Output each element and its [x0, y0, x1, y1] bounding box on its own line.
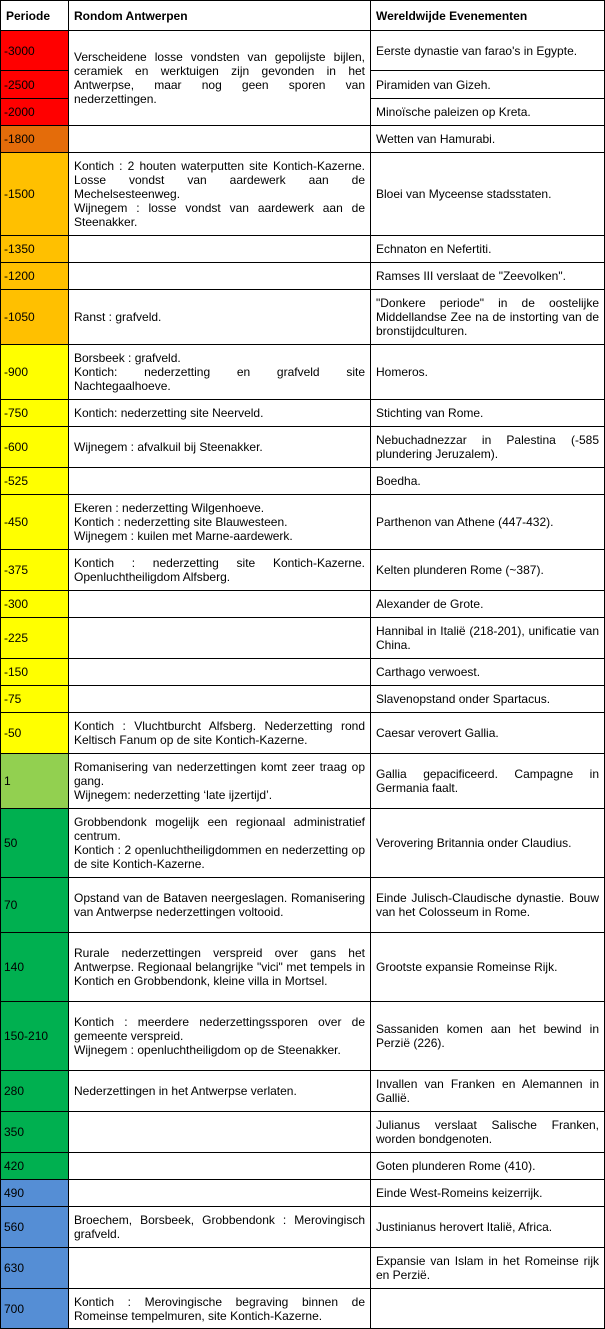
local-text: Kontich : Vluchtburcht Alfsberg. Nederzetting rond Keltisch Fanum op de site Kontich-Kazerne.	[74, 719, 365, 747]
table-row	[1, 754, 605, 809]
local-text: Rurale nederzettingen verspreid over gans het Antwerpse. Regionaal belangrijke "vici" met tempels in Kontich en Grobbendonk, kleine villa in Mortsel.	[74, 946, 365, 988]
period-cell: -750	[1, 400, 69, 427]
period-cell: -2500	[1, 71, 69, 99]
table-row	[1, 713, 605, 754]
table-row	[1, 659, 605, 686]
local-cell	[69, 236, 371, 263]
period-cell: -75	[1, 686, 69, 713]
world-text: Invallen van Franken en Alemannen in Gallië.	[376, 1077, 599, 1105]
world-cell	[371, 1248, 605, 1289]
world-cell	[371, 686, 605, 713]
world-text: Slavenopstand onder Spartacus.	[376, 692, 551, 706]
world-cell	[371, 495, 605, 550]
local-cell	[69, 153, 371, 236]
world-text: Goten plunderen Rome (410).	[376, 1159, 536, 1173]
table-row	[1, 427, 605, 468]
world-cell	[371, 153, 605, 236]
table-row	[1, 236, 605, 263]
period-cell: 70	[1, 878, 69, 933]
local-cell	[69, 754, 371, 809]
world-text: Parthenon van Athene (447-432).	[376, 515, 554, 529]
world-text: Piramiden van Gizeh.	[376, 77, 491, 92]
period-cell: -150	[1, 659, 69, 686]
local-cell	[69, 1180, 371, 1207]
local-cell	[69, 659, 371, 686]
table-row	[1, 153, 605, 236]
table-row	[1, 263, 605, 290]
world-cell	[371, 263, 605, 290]
local-text: Kontich: nederzetting en grafveld site Nachtegaalhoeve.	[74, 365, 365, 393]
period-cell: -1050	[1, 290, 69, 345]
world-cell	[371, 659, 605, 686]
world-cell	[371, 71, 605, 99]
local-cell	[69, 618, 371, 659]
local-cell	[69, 1153, 371, 1180]
period-cell: -1500	[1, 153, 69, 236]
world-text: Grootste expansie Romeinse Rijk.	[376, 960, 558, 974]
world-text: Hannibal in Italië (218-201), unificatie van China.	[376, 624, 599, 652]
world-cell	[371, 400, 605, 427]
period-cell: -1200	[1, 263, 69, 290]
local-cell	[69, 1071, 371, 1112]
local-cell	[69, 878, 371, 933]
table-row	[1, 1180, 605, 1207]
world-text: "Donkere periode" in de oostelijke Middellandse Zee na de instorting van de bronstijdculturen.	[376, 296, 599, 338]
local-cell	[69, 1207, 371, 1248]
world-text: Alexander de Grote.	[376, 597, 484, 611]
world-text: Stichting van Rome.	[376, 406, 484, 420]
world-cell	[371, 236, 605, 263]
local-text: Kontich : nederzetting site Blauwesteen.	[74, 515, 288, 529]
local-text: Kontich: nederzetting site Neerveld.	[74, 406, 264, 420]
table-row	[1, 1112, 605, 1153]
period-cell: 350	[1, 1112, 69, 1153]
world-cell	[371, 713, 605, 754]
world-cell	[371, 427, 605, 468]
local-text: Wijnegem : afvalkuil bij Steenakker.	[74, 440, 263, 454]
local-text: Kontich : nederzetting site Kontich-Kazerne. Openluchtheiligdom Alfsberg.	[74, 556, 365, 584]
local-text: Kontich : 2 houten waterputten site Kontich-Kazerne. Losse vondst van aardewerk aan de Mechelsesteenweg.	[74, 159, 365, 201]
period-cell: 50	[1, 809, 69, 878]
world-cell	[371, 809, 605, 878]
local-cell	[69, 1112, 371, 1153]
world-text: Minoïsche paleizen op Kreta.	[376, 105, 531, 119]
table-row	[1, 126, 605, 153]
period-cell: -525	[1, 468, 69, 495]
header-world: Wereldwijde Evenementen	[371, 1, 605, 31]
local-text: Kontich : meerdere nederzettingssporen over de gemeente verspreid.	[74, 1015, 365, 1043]
period-cell: 490	[1, 1180, 69, 1207]
local-text: Broechem, Borsbeek, Grobbendonk : Merovingisch grafveld.	[74, 1213, 365, 1241]
world-text: Bloei van Myceense stadsstaten.	[376, 187, 552, 201]
period-cell: -300	[1, 591, 69, 618]
period-cell: 1	[1, 754, 69, 809]
header-period: Periode	[1, 1, 69, 31]
world-text: Sassaniden komen aan het bewind in Perzië (226).	[376, 1022, 599, 1050]
local-text: Grobbendonk mogelijk een regionaal administratief centrum.	[74, 815, 365, 843]
local-text: Kontich : 2 openluchtheiligdommen en nederzetting op de site Kontich-Kazerne.	[74, 843, 365, 871]
table-row	[1, 345, 605, 400]
period-cell: -2000	[1, 99, 69, 126]
period-cell: 150-210	[1, 1002, 69, 1071]
world-cell	[371, 754, 605, 809]
table-row	[1, 1207, 605, 1248]
world-text: Julianus verslaat Salische Franken, worden bondgenoten.	[376, 1118, 599, 1146]
period-cell: 140	[1, 933, 69, 1002]
local-text: Opstand van de Bataven neergeslagen. Romanisering van Antwerpse nederzettingen voltooid.	[74, 891, 365, 919]
local-text: Verscheidene losse vondsten van gepolijste bijlen, ceramiek en werktuigen zijn gevonden in het Antwerpse, maar nog geen sporen van nederzettingen.	[74, 50, 365, 106]
table-row	[1, 1248, 605, 1289]
world-text: Einde West-Romeins keizerrijk.	[376, 1186, 543, 1200]
world-cell	[371, 1153, 605, 1180]
local-cell	[69, 31, 371, 126]
local-cell	[69, 427, 371, 468]
header-local: Rondom Antwerpen	[69, 1, 371, 31]
world-cell	[371, 1180, 605, 1207]
table-row	[1, 1289, 605, 1329]
local-cell	[69, 400, 371, 427]
world-text: Kelten plunderen Rome (~387).	[376, 563, 544, 577]
table-row	[1, 31, 605, 71]
period-cell: -50	[1, 713, 69, 754]
world-text: Einde Julisch-Claudische dynastie. Bouw van het Colosseum in Rome.	[376, 891, 599, 919]
table-row	[1, 468, 605, 495]
table-row	[1, 495, 605, 550]
table-row	[1, 809, 605, 878]
world-cell	[371, 618, 605, 659]
world-cell	[371, 1112, 605, 1153]
table-row	[1, 290, 605, 345]
period-cell: 630	[1, 1248, 69, 1289]
local-cell	[69, 933, 371, 1002]
world-cell	[371, 933, 605, 1002]
table-row	[1, 1002, 605, 1071]
table-row	[1, 591, 605, 618]
period-cell: -600	[1, 427, 69, 468]
local-text: Kontich : Merovingische begraving binnen de Romeinse tempelmuren, site Kontich-Kazerne.	[74, 1294, 365, 1323]
header-row	[1, 1, 605, 31]
local-cell	[69, 1289, 371, 1329]
local-text: Romanisering van nederzettingen komt zeer traag op gang.	[74, 760, 365, 788]
table-row	[1, 878, 605, 933]
world-text: Carthago verwoest.	[376, 665, 481, 679]
local-text: Nederzettingen in het Antwerpse verlaten.	[74, 1084, 297, 1098]
period-cell: 700	[1, 1289, 69, 1329]
table-row	[1, 1071, 605, 1112]
world-text: Nebuchadnezzar in Palestina (-585 plundering Jeruzalem).	[376, 433, 599, 461]
world-text: Echnaton en Nefertiti.	[376, 242, 492, 256]
local-cell	[69, 713, 371, 754]
local-cell	[69, 1002, 371, 1071]
world-text: Boedha.	[376, 474, 421, 488]
period-cell: -375	[1, 550, 69, 591]
world-cell	[371, 591, 605, 618]
world-cell	[371, 468, 605, 495]
local-text: Wijnegem : losse vondst van aardewerk aan de Steenakker.	[74, 201, 365, 229]
world-cell	[371, 1289, 605, 1329]
period-cell: -1800	[1, 126, 69, 153]
period-cell: -450	[1, 495, 69, 550]
local-cell	[69, 809, 371, 878]
local-cell	[69, 1248, 371, 1289]
local-text: Borsbeek : grafveld.	[74, 351, 181, 365]
world-cell	[371, 31, 605, 71]
world-cell	[371, 290, 605, 345]
world-cell	[371, 1207, 605, 1248]
table-row	[1, 686, 605, 713]
table-row	[1, 550, 605, 591]
table-row	[1, 400, 605, 427]
period-cell: 420	[1, 1153, 69, 1180]
world-cell	[371, 345, 605, 400]
local-cell	[69, 290, 371, 345]
world-cell	[371, 126, 605, 153]
table-row	[1, 933, 605, 1002]
local-cell	[69, 263, 371, 290]
world-text: Verovering Britannia onder Claudius.	[376, 836, 572, 850]
local-cell	[69, 591, 371, 618]
world-cell	[371, 550, 605, 591]
local-text: Wijnegem: nederzetting ‘late ijzertijd’.	[74, 788, 273, 802]
local-cell	[69, 495, 371, 550]
local-cell	[69, 345, 371, 400]
world-text: Caesar verovert Gallia.	[376, 726, 499, 740]
world-text: Homeros.	[376, 365, 429, 379]
local-text: Wijnegem : kuilen met Marne-aardewerk.	[74, 529, 293, 543]
local-cell	[69, 686, 371, 713]
period-cell: -1350	[1, 236, 69, 263]
period-cell: -3000	[1, 31, 69, 71]
world-cell	[371, 1071, 605, 1112]
world-text: Ramses III verslaat de "Zeevolken".	[376, 269, 566, 283]
local-cell	[69, 550, 371, 591]
world-text: Gallia gepacificeerd. Campagne in Germania faalt.	[376, 767, 599, 795]
world-text: Expansie van Islam in het Romeinse rijk en Perzië.	[376, 1254, 599, 1282]
local-text: Ranst : grafveld.	[74, 310, 162, 324]
local-text: Wijnegem : openluchtheiligdom op de Steenakker.	[74, 1043, 341, 1057]
world-text: Justinianus herovert Italië, Africa.	[376, 1220, 553, 1234]
local-cell	[69, 468, 371, 495]
table-row	[1, 1153, 605, 1180]
period-cell: -225	[1, 618, 69, 659]
world-cell	[371, 878, 605, 933]
local-cell	[69, 126, 371, 153]
table-row	[1, 618, 605, 659]
world-text: Eerste dynastie van farao's in Egypte.	[376, 43, 578, 58]
world-text: Wetten van Hamurabi.	[376, 132, 496, 146]
world-cell	[371, 99, 605, 126]
world-cell	[371, 1002, 605, 1071]
period-cell: -900	[1, 345, 69, 400]
period-cell: 560	[1, 1207, 69, 1248]
period-cell: 280	[1, 1071, 69, 1112]
local-text: Ekeren : nederzetting Wilgenhoeve.	[74, 501, 265, 515]
